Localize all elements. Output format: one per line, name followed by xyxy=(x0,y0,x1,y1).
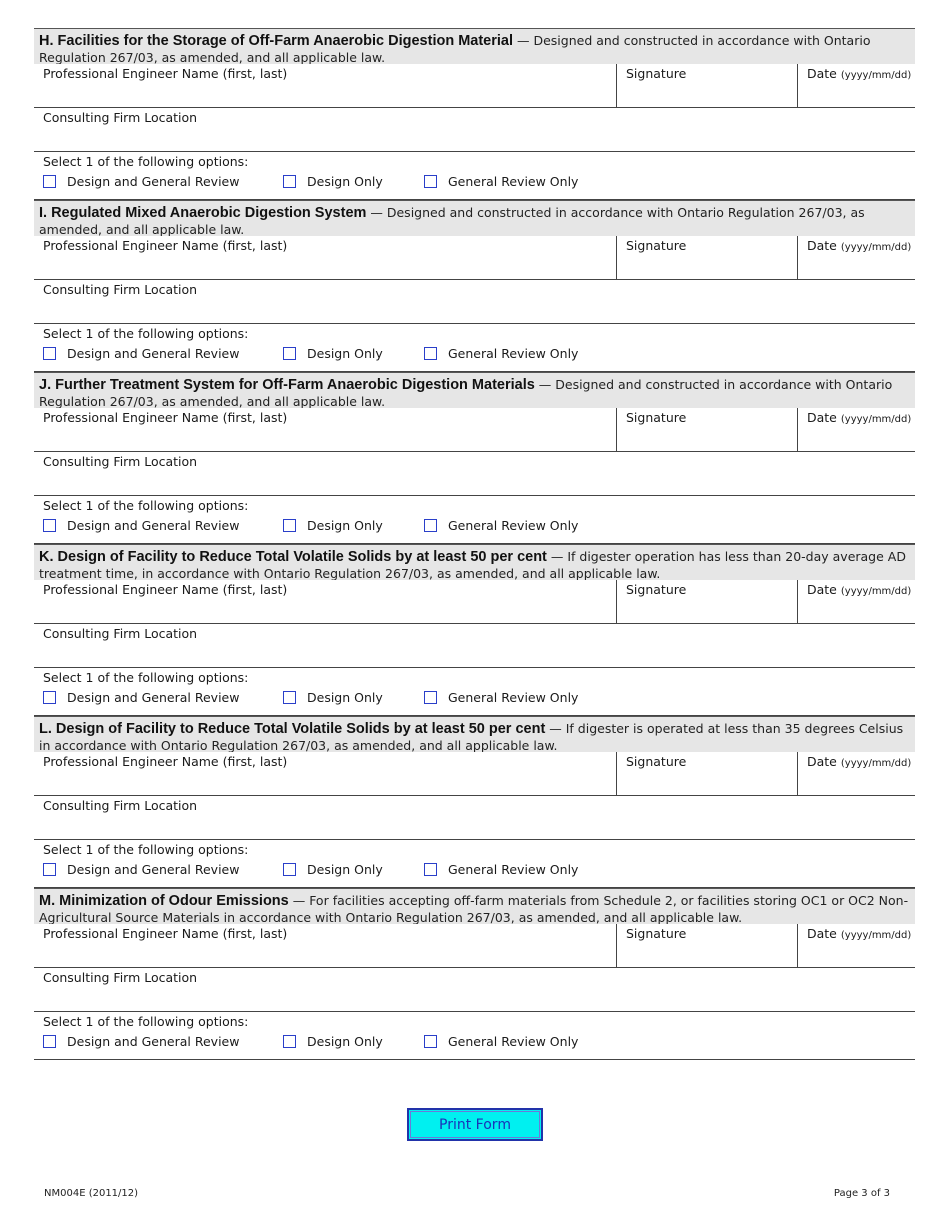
consulting-firm-field[interactable] xyxy=(34,452,915,496)
options-row xyxy=(34,152,915,200)
signature-field[interactable] xyxy=(616,924,797,967)
checkbox-design-review[interactable] xyxy=(43,347,56,360)
checkbox-review-only[interactable] xyxy=(424,519,437,532)
checkbox-design-review[interactable] xyxy=(43,863,56,876)
options-row xyxy=(34,324,915,372)
section-title: I. Regulated Mixed Anaerobic Digestion System xyxy=(39,205,367,221)
option-group xyxy=(43,174,915,189)
signature-label: Signature xyxy=(626,410,687,425)
consulting-firm-label: Consulting Firm Location xyxy=(43,798,198,813)
form-section xyxy=(34,372,915,544)
option-review-only[interactable] xyxy=(424,862,578,877)
date-label: Date xyxy=(807,66,837,81)
signature-field[interactable] xyxy=(616,64,797,107)
engineer-name-field[interactable] xyxy=(34,64,616,107)
section-header xyxy=(34,544,915,580)
option-design-only-label: Design Only xyxy=(307,346,383,361)
select-prompt: Select 1 of the following options: xyxy=(43,326,249,341)
option-review-only[interactable] xyxy=(424,518,578,533)
option-group xyxy=(43,518,915,533)
date-format-hint: (yyyy/mm/dd) xyxy=(840,930,912,941)
option-design-only[interactable] xyxy=(283,518,424,533)
option-review-only[interactable] xyxy=(424,1034,578,1049)
consulting-firm-field[interactable] xyxy=(34,968,915,1012)
options-row xyxy=(34,668,915,716)
signature-field[interactable] xyxy=(616,236,797,279)
section-header xyxy=(34,716,915,752)
option-review-only-label: General Review Only xyxy=(448,1034,579,1049)
engineer-name-field[interactable] xyxy=(34,580,616,623)
date-field[interactable] xyxy=(797,408,915,451)
checkbox-design-only[interactable] xyxy=(283,347,296,360)
checkbox-design-only[interactable] xyxy=(283,519,296,532)
option-design-only[interactable] xyxy=(283,1034,424,1049)
signature-label: Signature xyxy=(626,926,687,941)
section-description: If digester is operated at less than 35 degrees Celsius in accordance with Ontario Regulation 267/03, as amended, and all applicable law. xyxy=(39,721,904,752)
section-dash: — xyxy=(546,549,568,564)
checkbox-design-only[interactable] xyxy=(283,1035,296,1048)
date-field[interactable] xyxy=(797,752,915,795)
signature-field[interactable] xyxy=(616,752,797,795)
option-review-only[interactable] xyxy=(424,346,578,361)
checkbox-review-only[interactable] xyxy=(424,691,437,704)
consulting-firm-field[interactable] xyxy=(34,624,915,668)
option-design-only-label: Design Only xyxy=(307,518,383,533)
section-title: J. Further Treatment System for Off-Farm Anaerobic Digestion Materials xyxy=(39,377,535,393)
option-review-only-label: General Review Only xyxy=(448,690,579,705)
section-header xyxy=(34,888,915,924)
checkbox-review-only[interactable] xyxy=(424,347,437,360)
section-description: Designed and constructed in accordance with Ontario Regulation 267/03, as amended, and all applicable law. xyxy=(39,377,893,408)
date-format-hint: (yyyy/mm/dd) xyxy=(840,414,912,425)
signature-label: Signature xyxy=(626,582,687,597)
date-label: Date xyxy=(807,410,837,425)
date-field[interactable] xyxy=(797,580,915,623)
option-review-only-label: General Review Only xyxy=(448,346,579,361)
section-dash: — xyxy=(288,893,310,908)
date-format-hint: (yyyy/mm/dd) xyxy=(840,586,912,597)
print-form-button[interactable]: Print Form xyxy=(407,1108,543,1141)
options-row xyxy=(34,840,915,888)
date-label: Date xyxy=(807,926,837,941)
option-design-review[interactable] xyxy=(43,346,283,361)
date-field[interactable] xyxy=(797,236,915,279)
checkbox-design-review[interactable] xyxy=(43,1035,56,1048)
engineer-name-field[interactable] xyxy=(34,408,616,451)
option-review-only[interactable] xyxy=(424,174,578,189)
date-format-hint: (yyyy/mm/dd) xyxy=(840,70,912,81)
option-review-only-label: General Review Only xyxy=(448,862,579,877)
select-prompt: Select 1 of the following options: xyxy=(43,498,249,513)
engineer-name-field[interactable] xyxy=(34,752,616,795)
option-design-only[interactable] xyxy=(283,862,424,877)
signature-label: Signature xyxy=(626,66,687,81)
form-id: NM004E (2011/12) xyxy=(44,1188,139,1199)
signature-field[interactable] xyxy=(616,580,797,623)
signature-row xyxy=(34,64,915,108)
option-design-only-label: Design Only xyxy=(307,1034,383,1049)
option-design-review-label: Design and General Review xyxy=(67,862,240,877)
checkbox-review-only[interactable] xyxy=(424,175,437,188)
checkbox-review-only[interactable] xyxy=(424,863,437,876)
signature-field[interactable] xyxy=(616,408,797,451)
section-description: For facilities accepting off-farm materials from Schedule 2, or facilities storing OC1 or OC2 Non-Agricultural Source Materials in accordance with Ontario Regulation 267/03, as amended, and all applicable law. xyxy=(39,893,909,924)
section-dash: — xyxy=(513,33,534,48)
checkbox-design-only[interactable] xyxy=(283,175,296,188)
select-prompt: Select 1 of the following options: xyxy=(43,154,249,169)
consulting-firm-field[interactable] xyxy=(34,108,915,152)
option-design-review-label: Design and General Review xyxy=(67,1034,240,1049)
section-dash: — xyxy=(545,721,566,736)
consulting-firm-label: Consulting Firm Location xyxy=(43,626,198,641)
section-title: H. Facilities for the Storage of Off-Farm Anaerobic Digestion Material xyxy=(39,33,514,49)
option-design-only-label: Design Only xyxy=(307,690,383,705)
select-prompt: Select 1 of the following options: xyxy=(43,670,249,685)
date-label: Date xyxy=(807,582,837,597)
signature-row xyxy=(34,236,915,280)
engineer-name-field[interactable] xyxy=(34,924,616,967)
option-design-review-label: Design and General Review xyxy=(67,174,240,189)
date-label: Date xyxy=(807,754,837,769)
select-prompt: Select 1 of the following options: xyxy=(43,1014,249,1029)
section-description: If digester operation has less than 20-day average AD treatment time, in accordance with Ontario Regulation 267/03, as amended, and all applicable law. xyxy=(39,549,906,580)
checkbox-design-only[interactable] xyxy=(283,863,296,876)
option-group xyxy=(43,1034,915,1049)
consulting-firm-label: Consulting Firm Location xyxy=(43,110,198,125)
signature-row xyxy=(34,580,915,624)
option-design-review-label: Design and General Review xyxy=(67,518,240,533)
option-design-review[interactable] xyxy=(43,1034,283,1049)
date-field[interactable] xyxy=(797,64,915,107)
checkbox-design-only[interactable] xyxy=(283,691,296,704)
section-title: K. Design of Facility to Reduce Total Volatile Solids by at least 50 per cent xyxy=(39,549,547,565)
signature-row xyxy=(34,752,915,796)
section-description: Designed and constructed in accordance with Ontario Regulation 267/03, as amended, and all applicable law. xyxy=(39,33,871,64)
section-header xyxy=(34,372,915,408)
section-title: L. Design of Facility to Reduce Total Volatile Solids by at least 50 per cent xyxy=(39,721,546,737)
engineer-name-label: Professional Engineer Name (first, last) xyxy=(43,410,288,425)
form-sections xyxy=(34,28,915,1060)
option-group xyxy=(43,346,915,361)
section-description: Designed and constructed in accordance with Ontario Regulation 267/03, as amended, and all applicable law. xyxy=(39,205,865,236)
section-dash: — xyxy=(534,377,556,392)
checkbox-design-review[interactable] xyxy=(43,691,56,704)
option-review-only-label: General Review Only xyxy=(448,174,579,189)
consulting-firm-label: Consulting Firm Location xyxy=(43,454,198,469)
checkbox-review-only[interactable] xyxy=(424,1035,437,1048)
section-header xyxy=(34,200,915,236)
form-section xyxy=(34,28,915,200)
signature-label: Signature xyxy=(626,754,687,769)
date-format-hint: (yyyy/mm/dd) xyxy=(840,242,912,253)
options-row xyxy=(34,1012,915,1060)
options-row xyxy=(34,496,915,544)
form-section xyxy=(34,716,915,888)
option-design-only[interactable] xyxy=(283,346,424,361)
form-section xyxy=(34,544,915,716)
option-design-only[interactable] xyxy=(283,174,424,189)
checkbox-design-review[interactable] xyxy=(43,519,56,532)
select-prompt: Select 1 of the following options: xyxy=(43,842,249,857)
consulting-firm-field[interactable] xyxy=(34,280,915,324)
checkbox-design-review[interactable] xyxy=(43,175,56,188)
option-design-review-label: Design and General Review xyxy=(67,690,240,705)
signature-row xyxy=(34,408,915,452)
consulting-firm-label: Consulting Firm Location xyxy=(43,282,198,297)
option-design-review[interactable] xyxy=(43,862,283,877)
engineer-name-label: Professional Engineer Name (first, last) xyxy=(43,754,288,769)
engineer-name-label: Professional Engineer Name (first, last) xyxy=(43,238,288,253)
consulting-firm-label: Consulting Firm Location xyxy=(43,970,198,985)
option-design-only-label: Design Only xyxy=(307,174,383,189)
option-review-only[interactable] xyxy=(424,690,578,705)
consulting-firm-field[interactable] xyxy=(34,796,915,840)
section-title: M. Minimization of Odour Emissions xyxy=(39,893,289,909)
option-design-only-label: Design Only xyxy=(307,862,383,877)
engineer-name-label: Professional Engineer Name (first, last) xyxy=(43,66,288,81)
engineer-name-label: Professional Engineer Name (first, last) xyxy=(43,582,288,597)
date-field[interactable] xyxy=(797,924,915,967)
form-section xyxy=(34,888,915,1060)
form-section xyxy=(34,200,915,372)
engineer-name-field[interactable] xyxy=(34,236,616,279)
option-group xyxy=(43,862,915,877)
engineer-name-label: Professional Engineer Name (first, last) xyxy=(43,926,288,941)
date-format-hint: (yyyy/mm/dd) xyxy=(840,758,912,769)
signature-label: Signature xyxy=(626,238,687,253)
option-design-only[interactable] xyxy=(283,690,424,705)
option-design-review-label: Design and General Review xyxy=(67,346,240,361)
option-design-review[interactable] xyxy=(43,518,283,533)
option-design-review[interactable] xyxy=(43,174,283,189)
page-number: Page 3 of 3 xyxy=(833,1188,890,1199)
option-review-only-label: General Review Only xyxy=(448,518,579,533)
option-group xyxy=(43,690,915,705)
signature-row xyxy=(34,924,915,968)
section-header xyxy=(34,28,915,64)
date-label: Date xyxy=(807,238,837,253)
section-dash: — xyxy=(366,205,387,220)
option-design-review[interactable] xyxy=(43,690,283,705)
